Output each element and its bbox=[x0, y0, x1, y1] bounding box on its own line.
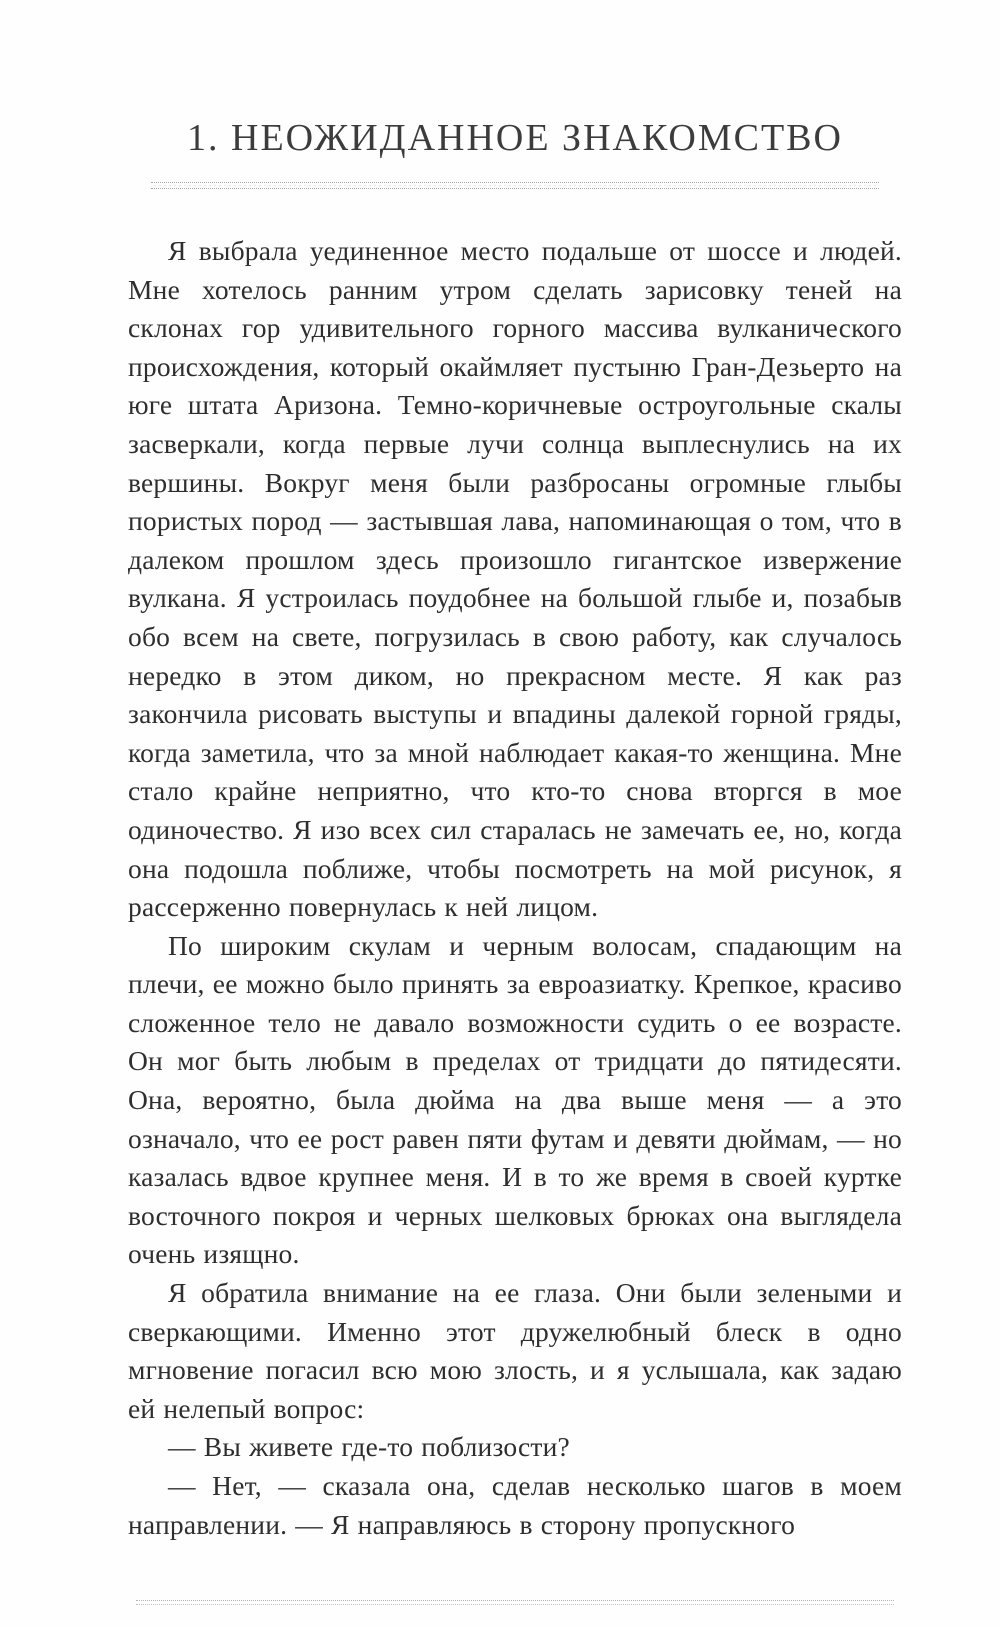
chapter-title: 1. НЕОЖИДАННОЕ ЗНАКОМСТВО bbox=[187, 117, 843, 159]
bottom-divider bbox=[136, 1600, 894, 1605]
body-text bbox=[128, 232, 902, 1544]
page-content bbox=[128, 0, 902, 1544]
paragraph-3: Я обратила внимание на ее глаза. Они были зелеными и сверкающими. Именно этот дружелюбный блеск в одно мгновение погасил всю мою злость, и я услышала, как задаю ей нелепый вопрос: bbox=[128, 1277, 902, 1424]
paragraph-1: Я выбрала уединенное место подальше от шоссе и людей. Мне хотелось ранним утром сделать зарисовку теней на склонах гор удивительного горного массива вулканического происхождения, который окаймляет пустыню Гран-Дезьерто на юге штата Аризона. Темно-коричневые остроугольные скалы засверкали, когда первые лучи солнца выплеснулись на их вершины. Вокруг меня были разбросаны огромные глыбы пористых пород — застывшая лава, напоминающая о том, что в далеком прошлом здесь произошло гигантское извержение вулкана. Я устроилась поудобнее на большой глыбе и, позабыв обо всем на свете, погрузилась в свою работу, как случалось нередко в этом диком, но прекрасном месте. Я как раз закончила рисовать выступы и впадины далекой горной гряды, когда заметила, что за мной наблюдает какая-то женщина. Мне стало крайне неприятно, что кто-то снова вторгся в мое одиночество. Я изо всех сил старалась не замечать ее, но, когда она подошла поближе, чтобы посмотреть на мой рисунок, я рассерженно повернулась к ней лицом. bbox=[128, 235, 902, 923]
title-divider bbox=[151, 182, 879, 189]
dialogue-line-2: — Нет, — сказала она, сделав несколько шагов в моем направлении. — Я направляюсь в сторону пропускного bbox=[128, 1470, 902, 1540]
paragraph-2: По широким скулам и черным волосам, спадающим на плечи, ее можно было принять за евроазиатку. Крепкое, красиво сложенное тело не давало возможности судить о ее возрасте. Он мог быть любым в пределах от тридцати до пятидесяти. Она, вероятно, была дюйма на два выше меня — а это означало, что ее рост равен пяти футам и девяти дюймам, — но казалась вдвое крупнее меня. И в то же время в своей куртке восточного покроя и черных шелковых брюках она выглядела очень изящно. bbox=[128, 929, 902, 1270]
dialogue-line-1: — Вы живете где-то поблизости? bbox=[168, 1431, 570, 1463]
